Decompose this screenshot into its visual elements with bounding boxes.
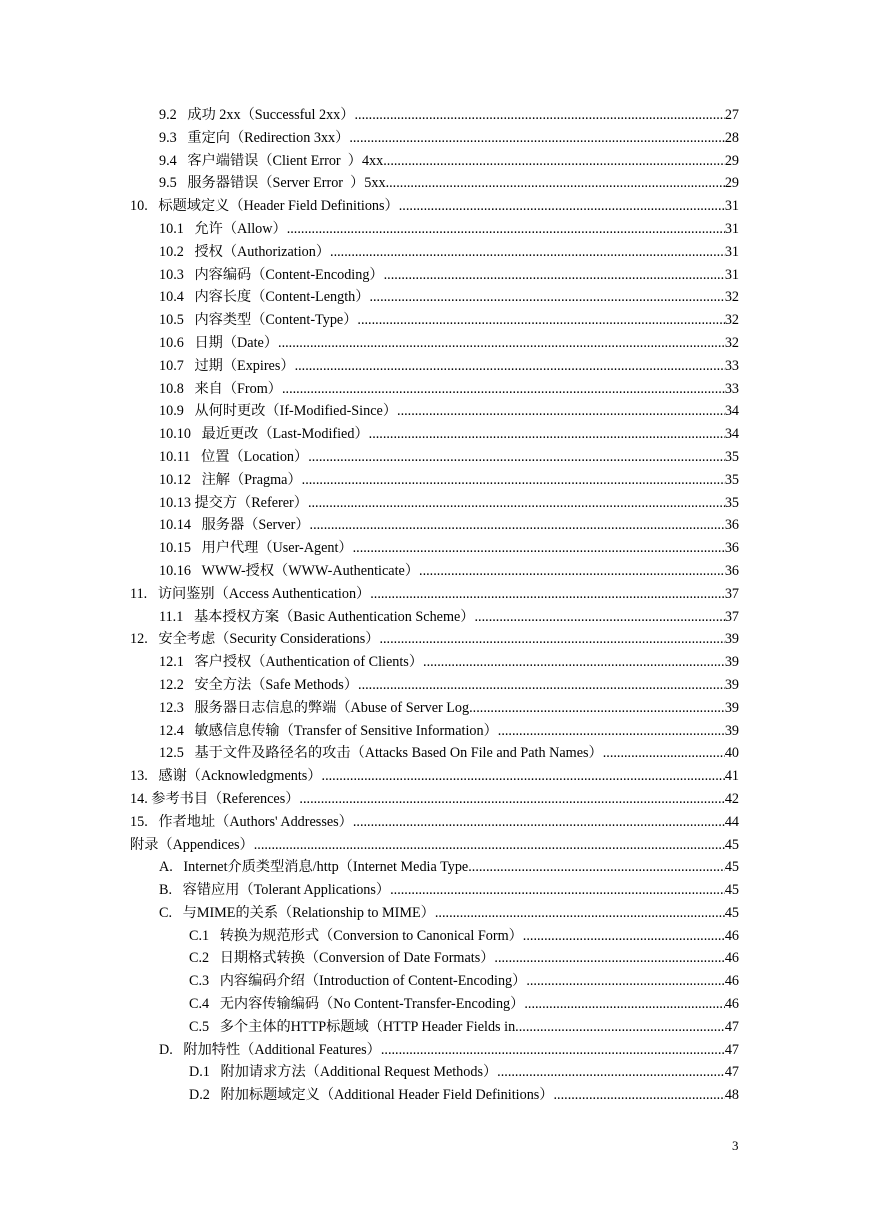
toc-entry-title: 10.14 服务器（Server） xyxy=(159,514,310,537)
toc-dot-leader xyxy=(349,127,724,150)
toc-entry-title: 10.3 内容编码（Content-Encoding） xyxy=(159,264,384,287)
toc-entry-page-number: 32 xyxy=(724,289,739,306)
toc-entry-page-number: 36 xyxy=(724,562,739,579)
toc-row xyxy=(0,127,869,150)
toc-entry-title: 10.4 内容长度（Content-Length） xyxy=(159,286,369,309)
toc-entry-page-number: 35 xyxy=(724,471,739,488)
toc-entry-title: 9.4 客户端错误（Client Error ）4xx xyxy=(159,150,383,173)
toc-entry-title: 11.1 基本授权方案（Basic Authentication Scheme） xyxy=(159,606,475,629)
toc-entry-title: C. 与MIME的关系（Relationship to MIME） xyxy=(159,902,435,925)
toc-entry-title: 10.1 允许（Allow） xyxy=(159,218,287,241)
toc-entry-page-number: 35 xyxy=(724,494,739,511)
toc-dot-leader xyxy=(299,788,724,811)
toc-entry-title: 10.12 注解（Pragma） xyxy=(159,469,302,492)
toc-dot-leader xyxy=(330,241,725,264)
toc-row xyxy=(0,423,869,446)
toc-entry-page-number: 31 xyxy=(724,266,739,283)
toc-row xyxy=(0,264,869,287)
toc-entry-title: 10.9 从何时更改（If-Modified-Since） xyxy=(159,400,397,423)
toc-row xyxy=(0,651,869,674)
toc-entry-title: 10.13 提交方（Referer） xyxy=(159,492,308,515)
toc-dot-leader xyxy=(322,765,725,788)
toc-entry-title: B. 容错应用（Tolerant Applications） xyxy=(159,879,390,902)
toc-row xyxy=(0,1039,869,1062)
toc-entry[interactable] xyxy=(189,1061,739,1084)
toc-row xyxy=(0,834,869,857)
toc-entry[interactable] xyxy=(159,423,739,446)
toc-entry-page-number: 29 xyxy=(724,152,739,169)
toc-dot-leader xyxy=(357,309,724,332)
toc-dot-leader xyxy=(475,606,725,629)
toc-row xyxy=(0,788,869,811)
toc-entry-page-number: 33 xyxy=(724,357,739,374)
toc-row xyxy=(0,765,869,788)
toc-entry[interactable] xyxy=(130,834,739,857)
toc-entry-title: 15. 作者地址（Authors' Addresses） xyxy=(130,811,353,834)
toc-entry[interactable] xyxy=(159,378,739,401)
toc-entry-page-number: 39 xyxy=(724,699,739,716)
toc-dot-leader xyxy=(469,697,725,720)
toc-row xyxy=(0,560,869,583)
toc-entry[interactable] xyxy=(159,1039,739,1062)
toc-entry-title: 9.2 成功 2xx（Successful 2xx） xyxy=(159,104,354,127)
toc-row xyxy=(0,993,869,1016)
toc-entry-page-number: 39 xyxy=(724,722,739,739)
toc-entry-title: C.2 日期格式转换（Conversion of Date Formats） xyxy=(189,947,494,970)
toc-row xyxy=(0,195,869,218)
toc-entry-page-number: 48 xyxy=(724,1087,739,1104)
toc-entry[interactable] xyxy=(130,788,739,811)
toc-entry[interactable] xyxy=(189,947,739,970)
toc-row xyxy=(0,150,869,173)
toc-entry-title: 12.5 基于文件及路径名的攻击（Attacks Based On File and Path Names） xyxy=(159,742,603,765)
toc-row xyxy=(0,811,869,834)
toc-row xyxy=(0,332,869,355)
toc-entry[interactable] xyxy=(159,902,739,925)
toc-entry-page-number: 39 xyxy=(724,631,739,648)
toc-entry-page-number: 35 xyxy=(724,448,739,465)
toc-entry[interactable] xyxy=(159,720,739,743)
toc-entry[interactable] xyxy=(189,1084,739,1107)
toc-row xyxy=(0,469,869,492)
toc-dot-leader xyxy=(358,674,725,697)
toc-entry-page-number: 39 xyxy=(724,654,739,671)
toc-entry-page-number: 46 xyxy=(724,973,739,990)
toc-row xyxy=(0,1061,869,1084)
toc-entry-page-number: 47 xyxy=(724,1018,739,1035)
toc-row xyxy=(0,378,869,401)
toc-entry-page-number: 46 xyxy=(724,927,739,944)
toc-row xyxy=(0,674,869,697)
toc-dot-leader xyxy=(497,1061,725,1084)
toc-entry[interactable] xyxy=(159,856,739,879)
toc-row xyxy=(0,925,869,948)
toc-entry-page-number: 46 xyxy=(724,996,739,1013)
toc-dot-leader xyxy=(399,195,725,218)
toc-dot-leader xyxy=(302,469,725,492)
toc-row xyxy=(0,172,869,195)
toc-entry[interactable] xyxy=(130,583,739,606)
toc-row xyxy=(0,1016,869,1039)
toc-entry[interactable] xyxy=(159,127,739,150)
toc-row xyxy=(0,492,869,515)
page-number: 3 xyxy=(732,1138,739,1153)
toc-entry[interactable] xyxy=(159,286,739,309)
toc-entry-page-number: 36 xyxy=(724,540,739,557)
toc-entry-page-number: 36 xyxy=(724,517,739,534)
toc-entry-page-number: 39 xyxy=(724,676,739,693)
toc-entry-title: C.5 多个主体的HTTP标题域（HTTP Header Fields in xyxy=(189,1016,515,1039)
toc-entry-page-number: 32 xyxy=(724,334,739,351)
toc-dot-leader xyxy=(526,970,724,993)
toc-entry-title: 10.7 过期（Expires） xyxy=(159,355,295,378)
toc-entry-title: D. 附加特性（Additional Features） xyxy=(159,1039,381,1062)
toc-entry-page-number: 41 xyxy=(724,768,739,785)
toc-entry-page-number: 31 xyxy=(724,243,739,260)
toc-entry-title: 12.2 安全方法（Safe Methods） xyxy=(159,674,358,697)
toc-row xyxy=(0,355,869,378)
toc-dot-leader xyxy=(308,446,725,469)
toc-entry-page-number: 27 xyxy=(724,107,739,123)
toc-entry-title: 10.8 来自（From） xyxy=(159,378,282,401)
toc-entry[interactable] xyxy=(159,332,739,355)
toc-entry-title: A. Internet介质类型消息/http（Internet Media Type xyxy=(159,856,468,879)
toc-entry-page-number: 40 xyxy=(724,745,739,762)
toc-dot-leader xyxy=(435,902,725,925)
toc-entry-page-number: 29 xyxy=(724,175,739,192)
toc-entry-page-number: 37 xyxy=(724,608,739,625)
toc-dot-leader xyxy=(468,856,725,879)
toc-entry[interactable] xyxy=(159,309,739,332)
toc-entry-title: 12. 安全考虑（Security Considerations） xyxy=(130,628,379,651)
toc-entry[interactable] xyxy=(159,400,739,423)
toc-entry-title: 14. 参考书目（References） xyxy=(130,788,299,811)
toc-dot-leader xyxy=(397,400,725,423)
toc-dot-leader xyxy=(390,879,725,902)
toc-dot-leader xyxy=(524,993,724,1016)
toc-entry[interactable] xyxy=(130,628,739,651)
toc-dot-leader xyxy=(310,514,725,537)
toc-dot-leader xyxy=(369,286,724,309)
toc-row xyxy=(0,879,869,902)
toc-entry-title: 12.3 服务器日志信息的弊端（Abuse of Server Log xyxy=(159,697,469,720)
toc-row xyxy=(0,241,869,264)
toc-entry[interactable] xyxy=(159,172,739,195)
toc-entry-title: 9.3 重定向（Redirection 3xx） xyxy=(159,127,349,150)
toc-row xyxy=(0,104,869,127)
toc-row xyxy=(0,514,869,537)
toc-entry-page-number: 33 xyxy=(724,380,739,397)
toc-row xyxy=(0,286,869,309)
toc-entry-page-number: 45 xyxy=(724,882,739,899)
toc-entry-page-number: 34 xyxy=(724,403,739,420)
toc-dot-leader xyxy=(308,492,725,515)
toc-entry[interactable] xyxy=(159,674,739,697)
toc-dot-leader xyxy=(419,560,725,583)
toc-entry-page-number: 32 xyxy=(724,312,739,329)
toc-row xyxy=(0,309,869,332)
toc-dot-leader xyxy=(494,947,724,970)
toc-entry-title: 11. 访问鉴别（Access Authentication） xyxy=(130,583,370,606)
toc-entry-title: 10.11 位置（Location） xyxy=(159,446,308,469)
toc-entry-page-number: 34 xyxy=(724,426,739,443)
toc-entry-page-number: 31 xyxy=(724,198,739,215)
toc-dot-leader xyxy=(278,332,725,355)
toc-entry[interactable] xyxy=(159,104,739,127)
toc-entry[interactable] xyxy=(159,537,739,560)
toc-dot-leader xyxy=(379,628,724,651)
toc-entry-page-number: 45 xyxy=(724,904,739,921)
toc-row xyxy=(0,902,869,925)
toc-dot-leader xyxy=(354,104,724,127)
toc-entry[interactable] xyxy=(159,879,739,902)
toc-dot-leader xyxy=(554,1084,725,1107)
toc-dot-leader xyxy=(254,834,725,857)
toc-entry[interactable] xyxy=(189,993,739,1016)
toc-dot-leader xyxy=(603,742,725,765)
toc-entry-title: 10.2 授权（Authorization） xyxy=(159,241,330,264)
toc-dot-leader xyxy=(370,583,725,606)
toc-entry-title: 10.5 内容类型（Content-Type） xyxy=(159,309,357,332)
toc-entry-title: 12.4 敏感信息传输（Transfer of Sensitive Information） xyxy=(159,720,498,743)
toc-entry-page-number: 47 xyxy=(724,1041,739,1058)
toc-entry-page-number: 44 xyxy=(724,813,739,830)
toc-entry-page-number: 42 xyxy=(724,790,739,807)
toc-entry[interactable] xyxy=(159,492,739,515)
toc-entry[interactable] xyxy=(159,446,739,469)
toc-dot-leader xyxy=(295,355,725,378)
toc-entry[interactable] xyxy=(189,1016,739,1039)
toc-entry-title: 10.6 日期（Date） xyxy=(159,332,278,355)
toc-entry-title: C.4 无内容传输编码（No Content-Transfer-Encoding） xyxy=(189,993,524,1016)
toc-entry[interactable] xyxy=(159,514,739,537)
toc-entry-page-number: 47 xyxy=(724,1064,739,1081)
toc-entry-title: 10.16 WWW-授权（WWW-Authenticate） xyxy=(159,560,419,583)
toc-entry-page-number: 45 xyxy=(724,836,739,853)
toc-dot-leader xyxy=(287,218,725,241)
toc-row xyxy=(0,583,869,606)
toc-dot-leader xyxy=(386,172,725,195)
table-of-contents xyxy=(0,104,869,1107)
toc-entry-title: 10. 标题域定义（Header Field Definitions） xyxy=(130,195,399,218)
toc-entry[interactable] xyxy=(159,697,739,720)
toc-row xyxy=(0,742,869,765)
toc-dot-leader xyxy=(353,537,725,560)
toc-entry[interactable] xyxy=(159,742,739,765)
toc-entry[interactable] xyxy=(189,925,739,948)
toc-entry-page-number: 45 xyxy=(724,859,739,876)
toc-dot-leader xyxy=(498,720,725,743)
toc-entry[interactable] xyxy=(159,241,739,264)
toc-entry-title: C.3 内容编码介绍（Introduction of Content-Encoding） xyxy=(189,970,526,993)
toc-entry-title: 10.10 最近更改（Last-Modified） xyxy=(159,423,369,446)
toc-row xyxy=(0,628,869,651)
toc-entry-title: 9.5 服务器错误（Server Error ）5xx xyxy=(159,172,386,195)
toc-entry[interactable] xyxy=(159,150,739,173)
toc-entry[interactable] xyxy=(130,765,739,788)
toc-row xyxy=(0,970,869,993)
toc-entry[interactable] xyxy=(159,651,739,674)
toc-entry-title: 12.1 客户授权（Authentication of Clients） xyxy=(159,651,423,674)
toc-row xyxy=(0,856,869,879)
toc-dot-leader xyxy=(381,1039,725,1062)
toc-dot-leader xyxy=(384,264,725,287)
toc-dot-leader xyxy=(515,1016,725,1039)
toc-entry[interactable] xyxy=(159,469,739,492)
toc-row xyxy=(0,446,869,469)
toc-entry-title: 13. 感谢（Acknowledgments） xyxy=(130,765,322,788)
toc-row xyxy=(0,947,869,970)
toc-dot-leader xyxy=(369,423,725,446)
toc-entry-page-number: 28 xyxy=(724,129,739,146)
toc-row xyxy=(0,1084,869,1107)
toc-row xyxy=(0,720,869,743)
toc-row xyxy=(0,218,869,241)
toc-row xyxy=(0,697,869,720)
toc-entry[interactable] xyxy=(130,195,739,218)
toc-entry-title: 附录（Appendices） xyxy=(130,834,254,857)
toc-entry[interactable] xyxy=(159,560,739,583)
toc-entry[interactable] xyxy=(159,355,739,378)
toc-entry-title: C.1 转换为规范形式（Conversion to Canonical Form） xyxy=(189,925,523,948)
toc-entry-page-number: 46 xyxy=(724,950,739,967)
toc-dot-leader xyxy=(282,378,725,401)
toc-entry-page-number: 37 xyxy=(724,585,739,602)
toc-row xyxy=(0,606,869,629)
toc-entry-page-number: 31 xyxy=(724,220,739,237)
toc-dot-leader xyxy=(353,811,725,834)
toc-entry-title: D.1 附加请求方法（Additional Request Methods） xyxy=(189,1061,497,1084)
toc-entry[interactable] xyxy=(189,970,739,993)
toc-row xyxy=(0,537,869,560)
toc-entry[interactable] xyxy=(159,218,739,241)
toc-entry[interactable] xyxy=(130,811,739,834)
toc-dot-leader xyxy=(423,651,725,674)
toc-entry[interactable] xyxy=(159,264,739,287)
toc-entry[interactable] xyxy=(159,606,739,629)
toc-entry-title: 10.15 用户代理（User-Agent） xyxy=(159,537,353,560)
toc-dot-leader xyxy=(523,925,725,948)
toc-entry-title: D.2 附加标题域定义（Additional Header Field Definitions） xyxy=(189,1084,554,1107)
toc-dot-leader xyxy=(383,150,725,173)
toc-row xyxy=(0,400,869,423)
